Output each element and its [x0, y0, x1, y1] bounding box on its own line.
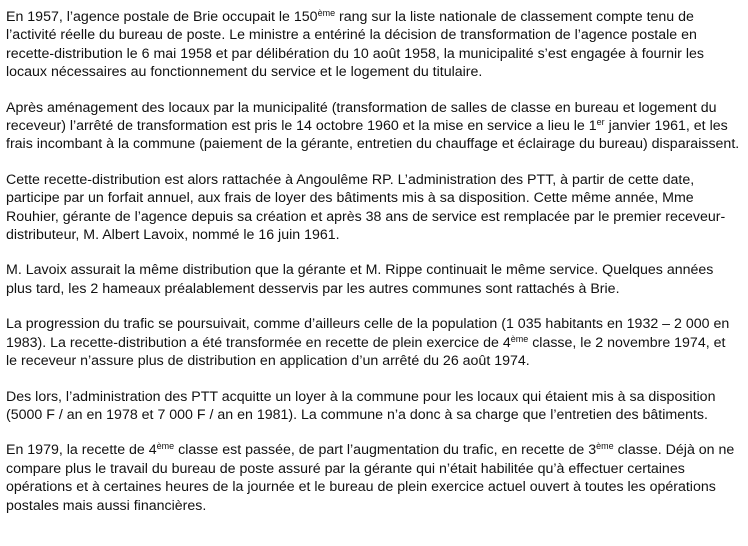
paragraph — [6, 99, 740, 154]
paragraph-text: Cette recette-distribution est alors rattachée à Angoulême RP. L’administration des PTT, à partir de cette date, participe par un forfait annuel, aux frais de loyer des bâtiments mis à sa disposition. Cette même année, Mme Rouhier, gérante de l’agence depuis sa création et après 38 ans de service est remplacée par le premier receveur-distributeur, M. Albert Lavoix, nommé le 16 juin 1961. — [6, 171, 726, 244]
paragraph — [6, 8, 740, 82]
paragraph — [6, 441, 740, 515]
superscript-text: ème — [156, 441, 175, 452]
superscript-text: ème — [317, 8, 336, 18]
paragraph-text: En 1957, l’agence postale de Brie occupait le 150 — [6, 9, 318, 25]
paragraph-text: M. Lavoix assurait la même distribution que la gérante et M. Rippe continuait le même service. Quelques années plus tard, les 2 hameaux préalablement desservis par les autres communes sont rattachés à Brie. — [6, 262, 714, 297]
paragraph-text: rang sur la liste nationale de classement compte tenu de l’activité réelle du bureau de poste. Le ministre a entériné la décision de transformation de l’agence postale en recette-distribution le 6 mai 1958 et par délibération du 10 août 1958, la municipalité s’est engagée à fournir les locaux nécessaires au fonctionnement du service et le logement du titulaire. — [6, 9, 704, 81]
paragraph-text: Des lors, l’administration des PTT acquitte un loyer à la commune pour les locaux qui étaient mis à sa disposition (5000 F / an en 1978 et 7 000 F / an en 1981). La commune n’a donc à sa charge que l’entretien des bâtiments. — [6, 388, 716, 423]
paragraph-text: classe est passée, de part l’augmentation du trafic, en recette de 3 — [174, 442, 597, 459]
paragraph-text: janvier 1961, et les frais incombant à la commune (paiement de la gérante, entretien du chauffage et éclairage du bureau) disparaissent. — [6, 118, 740, 153]
paragraph — [6, 388, 740, 425]
paragraph-text: La progression du trafic se poursuivait, comme d’ailleurs celle de la population (1 035 habitants en 1932 – 2 000 en 1983). La recette-distribution a été transformée en recette de plein exercice de 4 — [6, 316, 730, 351]
paragraph-text: classe, le 2 novembre 1974, et le receveur n’assure plus de distribution en application d’un arrêté du 26 août 1974. — [6, 334, 726, 370]
paragraph-text: Après aménagement des locaux par la municipalité (transformation de salles de classe en bureau et logement du receveur) l’arrêté de transformation est pris le 14 octobre 1960 et la mise en service a lieu le 1 — [6, 99, 717, 135]
superscript-text: ème — [510, 333, 529, 344]
paragraph — [6, 171, 740, 245]
superscript-text: ème — [596, 441, 614, 452]
paragraph — [6, 315, 740, 370]
paragraph-text: En 1979, la recette de 4 — [6, 442, 157, 459]
document-body — [6, 8, 740, 515]
paragraph — [6, 261, 740, 298]
paragraph-text: classe. Déjà on ne compare plus le travail du bureau de poste assuré par la gérante qui n’était habilitée qu’à effectuer certaines opérations et à certaines heures de la journée et le bureau de plein exercice actuel ouvert à toutes les opérations postales mais aussi financières. — [6, 442, 735, 514]
superscript-text: er — [596, 117, 605, 128]
